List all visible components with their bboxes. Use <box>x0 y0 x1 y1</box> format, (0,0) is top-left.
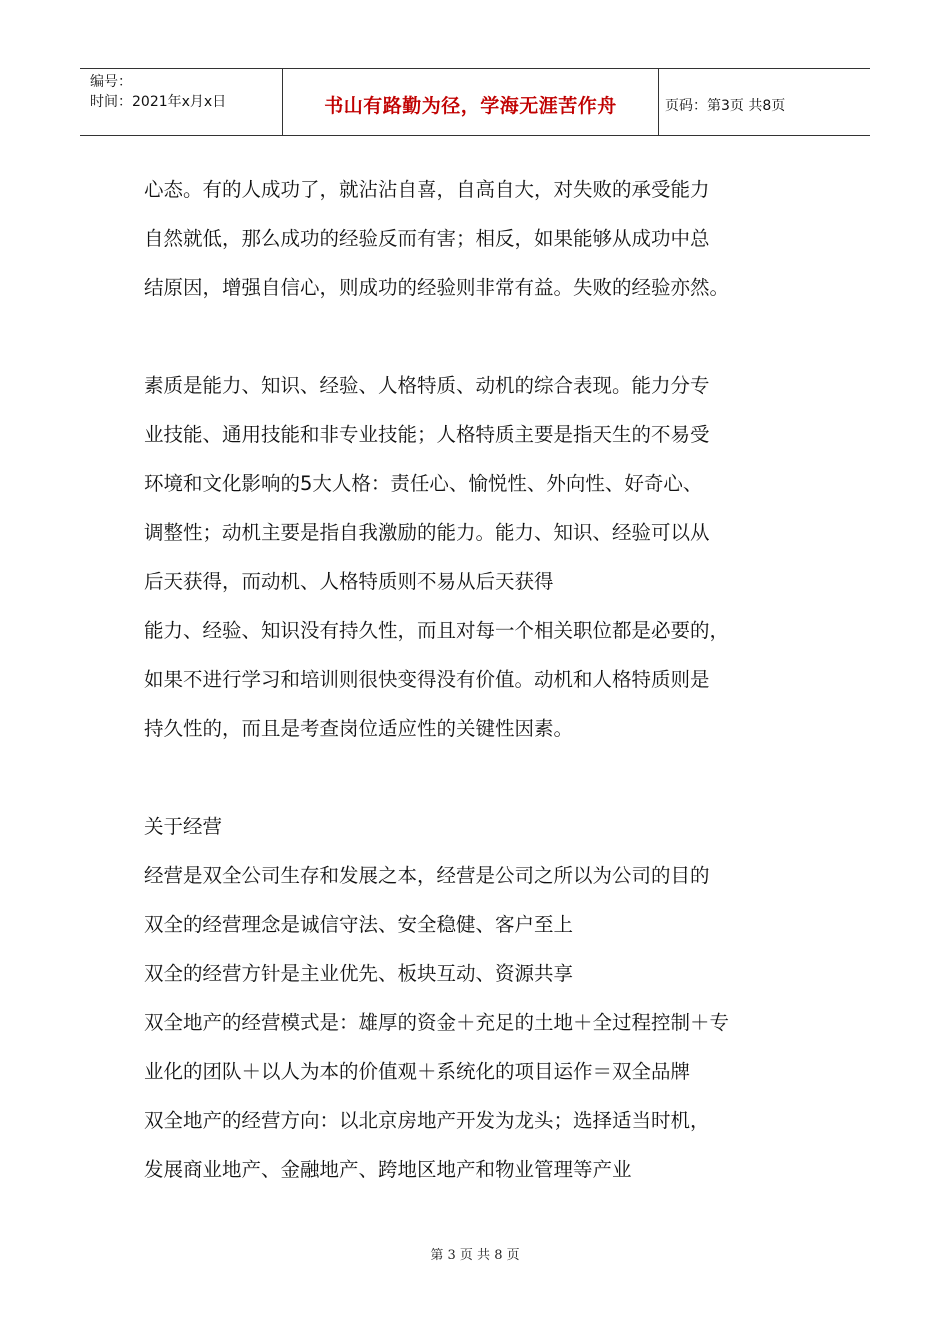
text-line: 发展商业地产、金融地产、跨地区地产和物业管理等产业 <box>144 1158 632 1181</box>
document-time-label: 时间：2021年x月x日 <box>90 94 227 110</box>
paragraph-gap <box>144 753 824 802</box>
text-line: 能力、经验、知识没有持久性，而且对每一个相关职位都是必要的， <box>144 619 730 642</box>
text-line: 业技能、通用技能和非专业技能；人格特质主要是指天生的不易受 <box>144 423 710 446</box>
paragraph-3 <box>144 802 824 1194</box>
document-body <box>144 165 824 1194</box>
header-motto-cell <box>283 69 659 135</box>
header-motto: 书山有路勤为径，学海无涯苦作舟 <box>324 95 617 117</box>
document-number-label: 编号： <box>90 74 132 90</box>
header-page-cell <box>659 69 870 135</box>
text-line: 如果不进行学习和培训则很快变得没有价值。动机和人格特质则是 <box>144 668 710 691</box>
text-line: 双全的经营理念是诚信守法、安全稳健、客户至上 <box>144 913 574 936</box>
page-header <box>80 68 870 136</box>
text-line: 经营是双全公司生存和发展之本，经营是公司之所以为公司的目的 <box>144 864 710 887</box>
text-line: 持久性的，而且是考查岗位适应性的关键性因素。 <box>144 717 574 740</box>
header-page-info: 页码：第3页 共8页 <box>665 98 786 114</box>
text-line: 双全地产的经营模式是：雄厚的资金＋充足的土地＋全过程控制＋专 <box>144 1011 730 1034</box>
header-meta-cell <box>80 69 283 135</box>
text-line: 双全地产的经营方向：以北京房地产开发为龙头；选择适当时机， <box>144 1109 710 1132</box>
text-line: 后天获得，而动机、人格特质则不易从后天获得 <box>144 570 554 593</box>
paragraph-gap <box>144 312 824 361</box>
text-line: 调整性；动机主要是指自我激励的能力。能力、知识、经验可以从 <box>144 521 710 544</box>
text-line: 业化的团队＋以人为本的价值观＋系统化的项目运作＝双全品牌 <box>144 1060 691 1083</box>
text-line: 自然就低，那么成功的经验反而有害；相反，如果能够从成功中总 <box>144 227 710 250</box>
paragraph-1 <box>144 165 824 312</box>
section-heading: 关于经营 <box>144 815 223 838</box>
text-line: 双全的经营方针是主业优先、板块互动、资源共享 <box>144 962 574 985</box>
text-line: 心态。有的人成功了，就沾沾自喜，自高自大，对失败的承受能力 <box>144 178 710 201</box>
text-line: 结原因，增强自信心，则成功的经验则非常有益。失败的经验亦然。 <box>144 276 730 299</box>
text-line: 素质是能力、知识、经验、人格特质、动机的综合表现。能力分专 <box>144 374 710 397</box>
text-line: 环境和文化影响的5大人格：责任心、愉悦性、外向性、好奇心、 <box>144 472 703 495</box>
paragraph-2 <box>144 361 824 753</box>
page-footer: 第 3 页 共 8 页 <box>430 1248 520 1263</box>
